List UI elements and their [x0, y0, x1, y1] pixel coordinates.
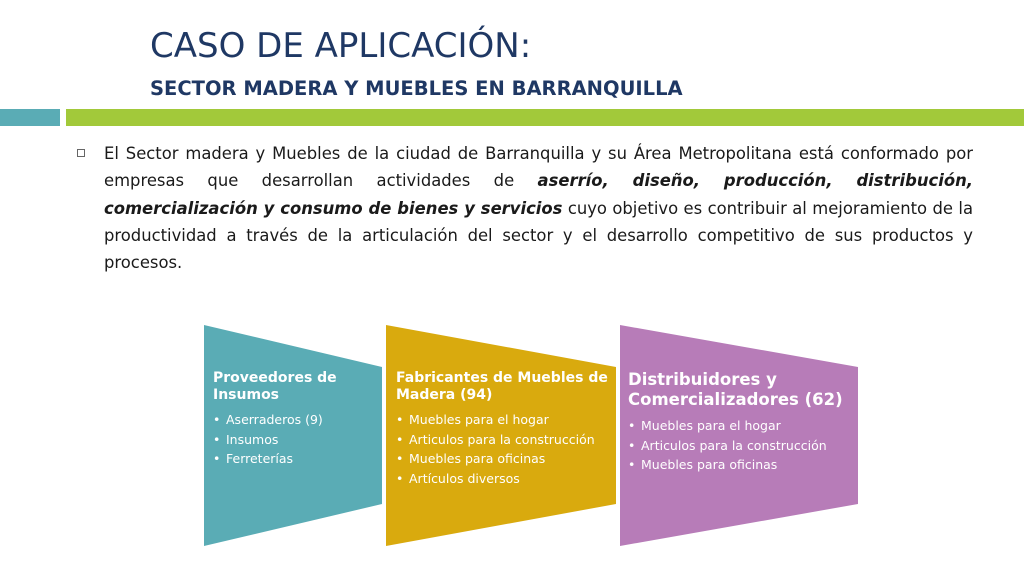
panel-list	[628, 416, 856, 475]
list-item: • Muebles para oficinas	[396, 449, 611, 469]
panel-distributors	[628, 370, 856, 475]
list-item: • Muebles para el hogar	[396, 410, 611, 430]
panel-title: Proveedores de Insumos	[213, 370, 337, 403]
panel-list	[396, 410, 611, 488]
list-item: • Articulos para la construcción	[628, 436, 856, 456]
slide-title: CASO DE APLICACIÓN:	[150, 26, 532, 66]
list-item: • Muebles para el hogar	[628, 416, 856, 436]
list-item: • Aserraderos (9)	[213, 410, 378, 430]
panel-list	[213, 410, 378, 469]
list-item: • Insumos	[213, 430, 378, 450]
list-item: • Ferreterías	[213, 449, 378, 469]
panel-suppliers	[213, 370, 378, 469]
list-item: • Artículos diversos	[396, 469, 611, 489]
body-text-emphasis: aserrío, diseño, producción, distribución, comercialización y consumo de bienes y servicios	[104, 171, 973, 218]
slide-subtitle: SECTOR MADERA Y MUEBLES EN BARRANQUILLA	[150, 77, 683, 100]
body-text-start: El Sector madera y Muebles de la ciudad de Barranquilla y su Área Metropolitana está conformado por empresas que desarrollan actividades de	[104, 144, 973, 191]
panel-manufacturers	[396, 370, 611, 488]
list-item: • Articulos para la construcción	[396, 430, 611, 450]
body-text-end: cuyo objetivo es contribuir al mejoramiento de la productividad a través de la articulación del sector y el desarrollo competitivo de sus productos y procesos.	[104, 198, 973, 273]
panel-title: Fabricantes de Muebles de Madera (94)	[396, 370, 608, 403]
list-item: • Muebles para oficinas	[628, 455, 856, 475]
panel-title: Distribuidores y Comercializadores (62)	[628, 370, 843, 409]
